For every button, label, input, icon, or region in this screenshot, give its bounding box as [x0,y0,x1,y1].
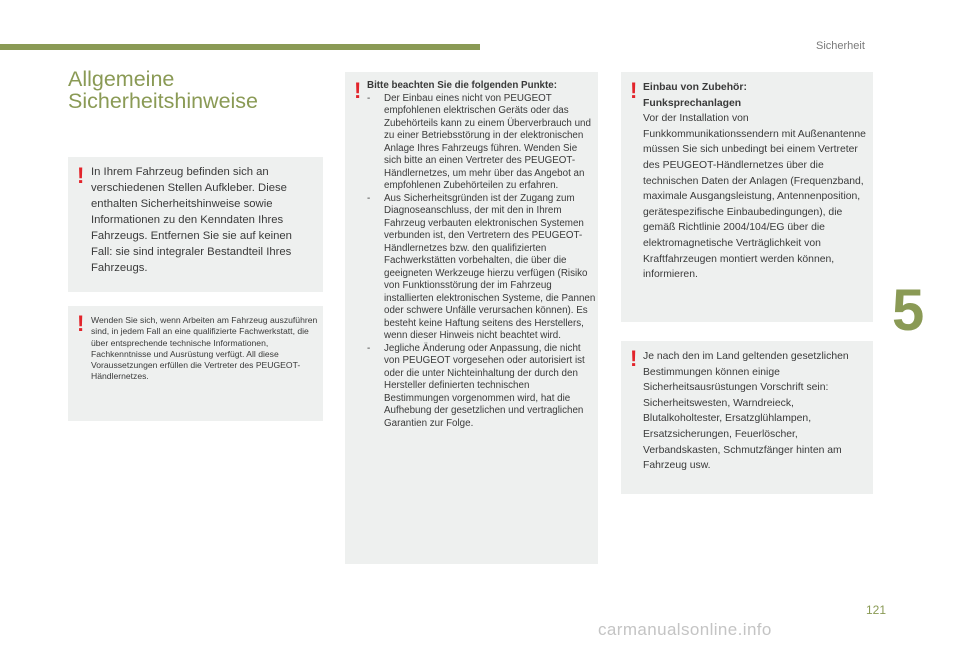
chapter-number: 5 [892,278,925,343]
page-number: 121 [865,603,886,617]
safety-equipment-box [621,341,873,494]
page-title-line-2: Sicherheitshinweise [68,89,259,113]
warning-icon: ! [77,163,85,188]
radio-heading-line-1: Einbau von Zubehör: [643,82,747,93]
list-item-text: Jegliche Änderung oder Anpassung, die nicht von PEUGEOT vorgesehen oder autorisiert ist oder die unter Nichteinhaltung der durch den Hersteller definierten technischen Bestimmungen vorgenommen wird, hat die Aufhebung der gesetzlichen und vertraglichen Garantien zur Folge. [384,342,585,429]
warning-icon: ! [77,311,85,336]
page-title-line-1: Allgemeine [68,67,175,91]
notes-heading: Bitte beachten Sie die folgenden Punkte: [367,80,557,91]
warning-icon: ! [630,346,638,371]
page-title [68,68,328,112]
list-item [367,343,597,431]
radio-heading-line-2: Funksprechanlagen [643,97,742,109]
safety-equipment-text: Je nach den im Land geltenden gesetzlichen Bestimmungen können einige Sicherheitsausrüstungen Vorschrift sein: Sicherheitswesten, Warndreieck, Blutalkoholtester, Ersatzglühlampen, Ersatzsicherungen, Feuerlöscher, Verbandskasten, Schmutzfänger hinten am Fahrzeug usw. [643,351,849,472]
list-dash: - [367,192,371,204]
warning-icon: ! [630,78,638,103]
list-dash: - [367,342,371,354]
header-accent-bar [0,44,480,50]
important-notes-box [345,72,598,564]
notes-list [367,93,597,431]
list-item [367,93,597,193]
section-label: Sicherheit [816,40,865,52]
stickers-info-text: In Ihrem Fahrzeug befinden sich an verschiedenen Stellen Aufkleber. Diese enthalten Sicherheitshinweise sowie Informationen zu den Kenndaten Ihres Fahrzeugs. Entfernen Sie sie auf keinen Fall: sie sind integraler Bestandteil Ihres Fahrzeugs. [91,166,292,274]
list-item-text: Der Einbau eines nicht von PEUGEOT empfohlenen elektrischen Geräts oder das Zubehörteils kann zu einem Überverbrauch und zu einer Betriebsstörung in der elektronischen Anlage Ihres Fahrzeugs führen. Wenden Sie sich bitte an einen Vertreter des PEUGEOT-Händlernetzes, um mehr über das Angebot an empfohlenen Zubehörteilen zu erfahren. [384,92,591,191]
warning-icon: ! [354,78,362,103]
list-item [367,193,597,343]
list-dash: - [367,92,371,104]
list-item-text: Aus Sicherheitsgründen ist der Zugang zum Diagnoseanschluss, der mit den in Ihrem Fahrzeug verbauten elektronischen Systemen verbunden ist, den Vertretern des PEUGEOT-Händlernetzes bzw. den qualifizierten Fachwerkstätten vorbehalten, die über die geeigneten Werkzeuge hierzu verfügen (Risiko von Funktionsstörung der im Fahrzeug installierten elektronischen Systeme, die Pannen oder schwere Unfälle verursachen können). Es besteht keine Haftung seitens des Herstellers, wenn dieser Hinweis nicht beachtet wird. [384,192,596,341]
radio-equipment-box [621,72,873,322]
stickers-info-box [68,157,323,292]
radio-info-text: Vor der Installation von Funkkommunikationssendern mit Außenantenne müssen Sie sich unbedingt bei einem Vertreter des PEUGEOT-Händlernetzes über die technischen Daten der Anlagen (Frequenzband, maximale Ausgangsleistung, Antennenposition, gerätespezifische Einbaubedingungen), die gemäß Richtlinie 2004/104/EG über die elektromagnetische Verträglichkeit von Kraftfahrzeugen montiert werden können, informieren. [643,113,866,281]
workshop-info-text: Wenden Sie sich, wenn Arbeiten am Fahrzeug auszuführen sind, in jedem Fall an eine qualifizierte Fachwerkstatt, die über entsprechende technische Informationen, Fachkenntnisse und Ausrüstung verfügt. All diese Voraussetzungen erfüllen die Vertreter des PEUGEOT-Händlernetzes. [91,315,318,382]
watermark: carmanualsonline.info [598,620,772,639]
workshop-info-box [68,306,323,421]
